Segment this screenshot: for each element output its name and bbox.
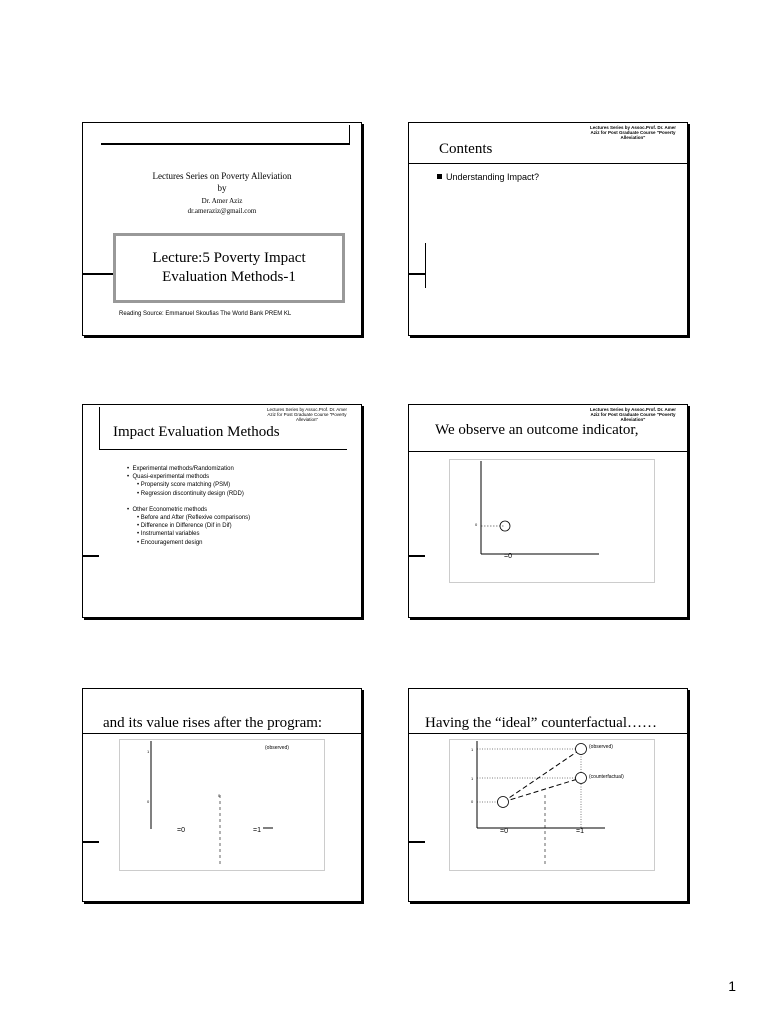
list-item: • Instrumental variables: [137, 531, 200, 538]
observed-label: (observed): [265, 745, 289, 751]
methods-list: [127, 465, 250, 547]
course-credit: Lectures Series by Assoc.Prof. Dr. Amer Aziz for Post Graduate Course "Poverty Alleviation": [590, 125, 676, 140]
slide-6: [408, 688, 688, 902]
by-text: by: [217, 183, 227, 193]
x-tick-label: =0: [504, 553, 512, 560]
slide-title: Contents: [439, 141, 493, 157]
y-tick-label-1: 1: [471, 747, 474, 752]
slide-1: [82, 122, 362, 336]
title-rule: [99, 449, 347, 450]
lecture-title-line2: Evaluation Methods-1: [162, 269, 296, 285]
left-rule: [83, 841, 99, 843]
x-tick-label-1: =1: [253, 827, 261, 834]
y-tick-label-0: 0: [471, 799, 474, 804]
list-item: • Other Econometric methods: [127, 506, 208, 513]
left-rule: [409, 841, 425, 843]
x-tick-label-0: =0: [177, 827, 185, 834]
x-tick-label-1: =1: [576, 828, 584, 835]
outcome-chart: [409, 405, 687, 617]
list-item: • Experimental methods/Randomization: [127, 466, 234, 472]
slide-3: [82, 404, 362, 618]
bullet-item: Understanding Impact?: [437, 172, 539, 182]
y-tick-label: 0: [475, 522, 478, 527]
outcome-rise-chart: [83, 689, 361, 901]
course-credit: Lectures Series by Assoc.Prof. Dr. Amer Aziz for Post Graduate Course "Poverty Alleviation": [590, 407, 676, 422]
counterfactual-path: [503, 778, 581, 802]
left-rule: [83, 555, 99, 557]
slide-2: [408, 122, 688, 336]
observed-path: [503, 749, 581, 802]
title-rule: [409, 163, 687, 164]
left-rule: [409, 555, 425, 557]
slide-title: and its value rises after the program:: [103, 715, 323, 731]
list-item: • Propensity score matching (PSM): [137, 482, 231, 489]
author-name: Dr. Amer Aziz: [201, 197, 243, 205]
top-rule: [101, 143, 349, 145]
lecture-title-line1: Lecture:5 Poverty Impact: [152, 250, 306, 266]
counterfactual-point: [576, 773, 587, 784]
author-email: dr.ameraziz@gmail.com: [187, 207, 257, 215]
square-bullet-icon: [437, 174, 442, 179]
title-vrule: [349, 125, 350, 145]
left-vrule: [425, 243, 426, 288]
counterfactual-label: (counterfactual): [589, 774, 624, 780]
lecture-title-box: [113, 233, 345, 303]
list-item: • Difference in Difference (Dif in Dif): [137, 523, 232, 530]
left-rule: [83, 273, 113, 275]
slide-5: [82, 688, 362, 902]
slide-title: Impact Evaluation Methods: [113, 424, 280, 440]
counterfactual-chart: [409, 689, 687, 901]
y-tick-label-1b: 1: [471, 776, 474, 781]
mid-tick-label: 0: [218, 793, 221, 798]
y-tick-label-1: 1: [147, 749, 150, 754]
page-number: 1: [728, 978, 736, 994]
baseline-point: [498, 797, 509, 808]
course-credit: Lectures Series by Assoc.Prof. Dr. Amer Aziz for Post Graduate Course "Poverty Alleviation": [266, 407, 348, 422]
observed-point: [576, 744, 587, 755]
list-item: • Regression discontinuity design (RDD): [137, 490, 244, 497]
slide-title: Having the “ideal” counterfactual……: [425, 715, 657, 731]
y-tick-label-0: 0: [147, 799, 150, 804]
list-item: • Before and After (Reflexive comparisons): [137, 515, 251, 522]
list-item: • Quasi-experimental methods: [127, 474, 210, 481]
observed-label: (observed): [589, 744, 613, 750]
left-rule: [409, 273, 425, 275]
x-tick-label-0: =0: [500, 828, 508, 835]
left-vrule: [99, 407, 100, 449]
series-title: Lectures Series on Poverty Alleviation: [152, 171, 292, 181]
list-item: • Encouragement design: [137, 539, 203, 546]
reading-source: Reading Source: Emmanuel Skoufias The World Bank PREM KL: [119, 311, 292, 317]
slide-4: [408, 404, 688, 618]
slide-title: We observe an outcome indicator,: [435, 422, 639, 438]
